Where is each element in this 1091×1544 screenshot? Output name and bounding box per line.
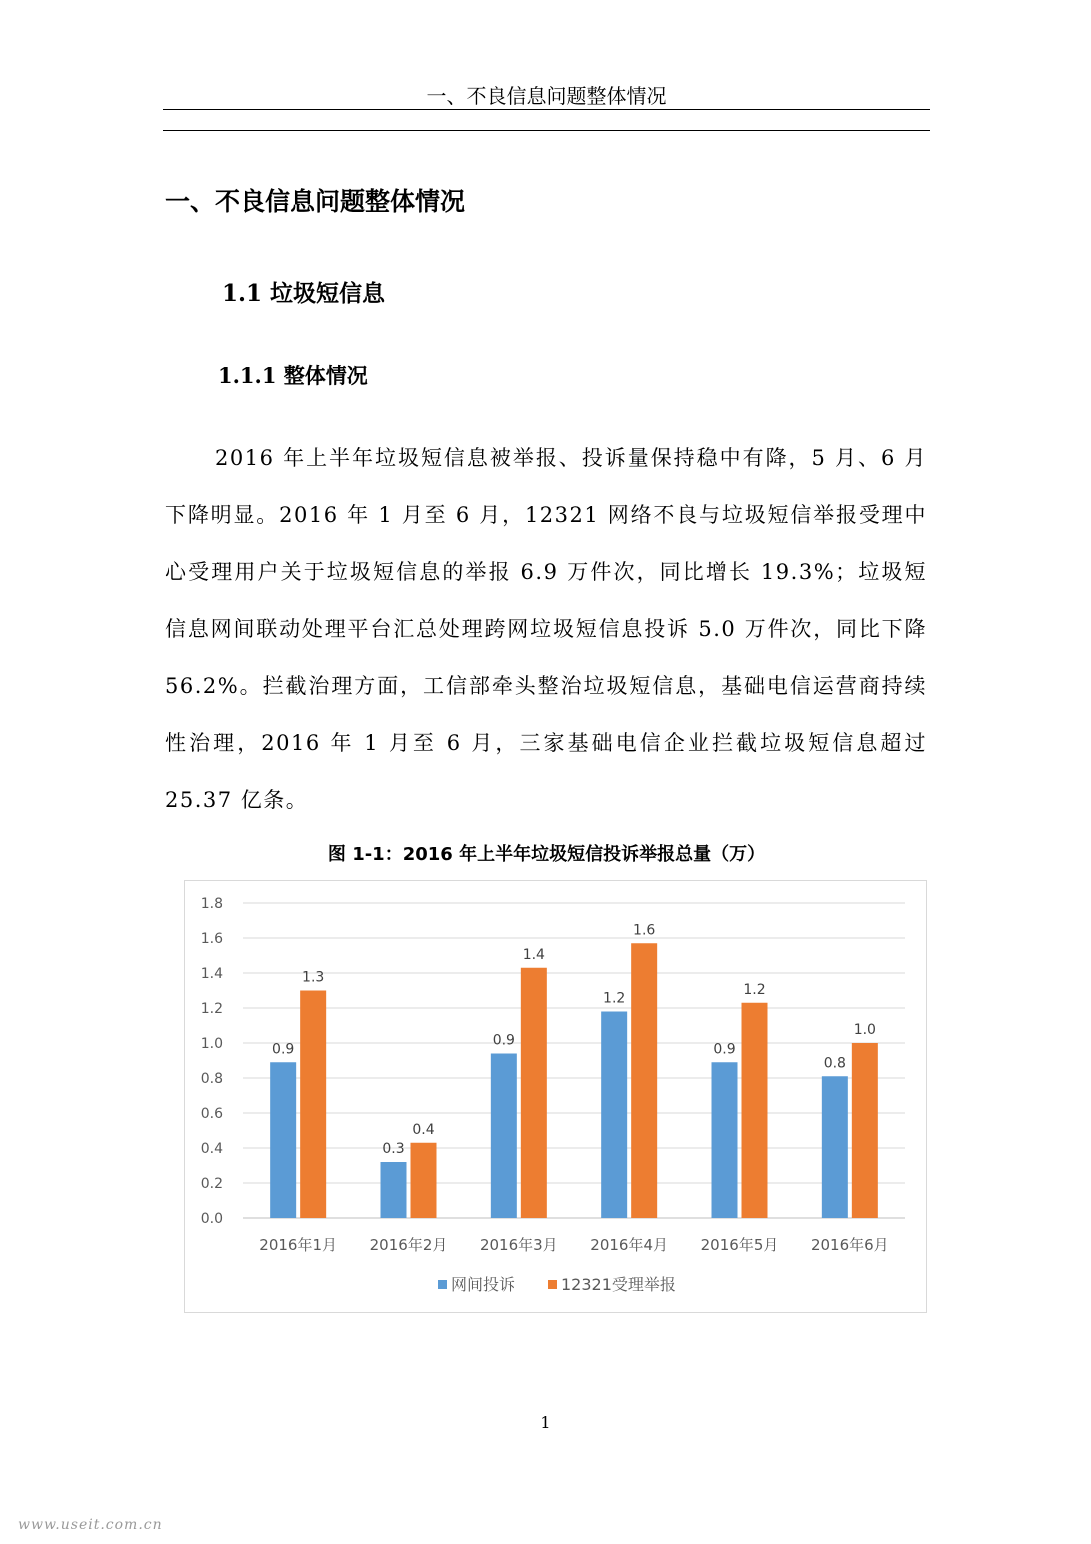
bar xyxy=(270,1062,296,1218)
data-label: 1.4 xyxy=(522,946,545,963)
legend-swatch xyxy=(438,1280,447,1289)
bar xyxy=(491,1054,517,1219)
chart-canvas xyxy=(185,881,928,1314)
x-tick-label: 2016年6月 xyxy=(810,1236,889,1254)
body-paragraph: 2016 年上半年垃圾短信息被举报、投诉量保持稳中有降，5 月、6 月下降明显。2016 年 1 月至 6 月，12321 网络不良与垃圾短信举报受理中心受理用户关于垃圾短信息的举报 6.9 万件次，同比增长 19.3%；垃圾短信息网间联动处理平台汇总处理跨网垃圾短信息投诉 5.0 万件次，同比下降 56.2%。拦截治理方面，工信部牵头整治垃圾短信息，基础电信运营商持续性治理，2016 年 1 月至 6 月，三家基础电信企业拦截垃圾短信息超过 25.37 亿条。 xyxy=(165,446,927,812)
y-tick-label: 1.2 xyxy=(200,1001,223,1017)
y-tick-label: 1.6 xyxy=(200,931,223,947)
bar xyxy=(521,968,547,1218)
y-tick-label: 1.4 xyxy=(200,966,223,982)
bar-chart xyxy=(184,880,927,1313)
bar xyxy=(300,991,326,1219)
data-label: 1.6 xyxy=(633,922,656,939)
legend-label: 网间投诉 xyxy=(451,1275,516,1294)
y-tick-label: 1.0 xyxy=(200,1036,223,1052)
data-label: 1.2 xyxy=(743,981,766,998)
y-tick-label: 0.6 xyxy=(200,1106,223,1122)
bar xyxy=(742,1003,768,1218)
data-label: 1.3 xyxy=(302,969,325,986)
page-number: 1 xyxy=(540,1413,551,1432)
figure-caption: 图 1-1：2016 年上半年垃圾短信投诉举报总量（万） xyxy=(327,844,766,865)
data-label: 0.9 xyxy=(272,1041,295,1058)
bar xyxy=(852,1043,878,1218)
y-tick-label: 0.8 xyxy=(200,1071,223,1087)
y-tick-label: 0.0 xyxy=(200,1211,223,1227)
data-label: 1.0 xyxy=(853,1022,876,1038)
data-label: 0.9 xyxy=(492,1032,515,1049)
y-tick-label: 0.4 xyxy=(200,1141,223,1157)
data-label: 1.2 xyxy=(603,990,626,1007)
section-heading: 一、不良信息问题整体情况 xyxy=(165,187,466,216)
bar xyxy=(381,1162,407,1218)
bar xyxy=(411,1143,437,1218)
bar xyxy=(601,1012,627,1219)
bar xyxy=(631,943,657,1218)
bar xyxy=(822,1076,848,1218)
bar xyxy=(712,1062,738,1218)
legend-label: 12321受理举报 xyxy=(561,1275,676,1294)
data-label: 0.4 xyxy=(412,1121,435,1138)
subsubsection-heading: 1.1.1 整体情况 xyxy=(218,363,368,388)
header-rule-bottom xyxy=(163,130,930,131)
y-tick-label: 0.2 xyxy=(200,1176,223,1192)
data-label: 0.3 xyxy=(382,1141,405,1157)
legend-swatch xyxy=(548,1280,557,1289)
x-tick-label: 2016年1月 xyxy=(259,1236,338,1254)
x-tick-label: 2016年3月 xyxy=(479,1236,558,1254)
x-tick-label: 2016年2月 xyxy=(369,1236,448,1254)
data-label: 0.8 xyxy=(823,1055,846,1072)
watermark: www.useit.com.cn xyxy=(18,1517,163,1533)
x-tick-label: 2016年5月 xyxy=(700,1236,779,1254)
header-rule-top xyxy=(163,109,930,110)
running-header: 一、不良信息问题整体情况 xyxy=(426,84,667,108)
data-label: 0.9 xyxy=(713,1041,736,1058)
y-tick-label: 1.8 xyxy=(200,896,223,912)
x-tick-label: 2016年4月 xyxy=(590,1236,669,1254)
subsection-heading: 1.1 垃圾短信息 xyxy=(222,280,386,307)
